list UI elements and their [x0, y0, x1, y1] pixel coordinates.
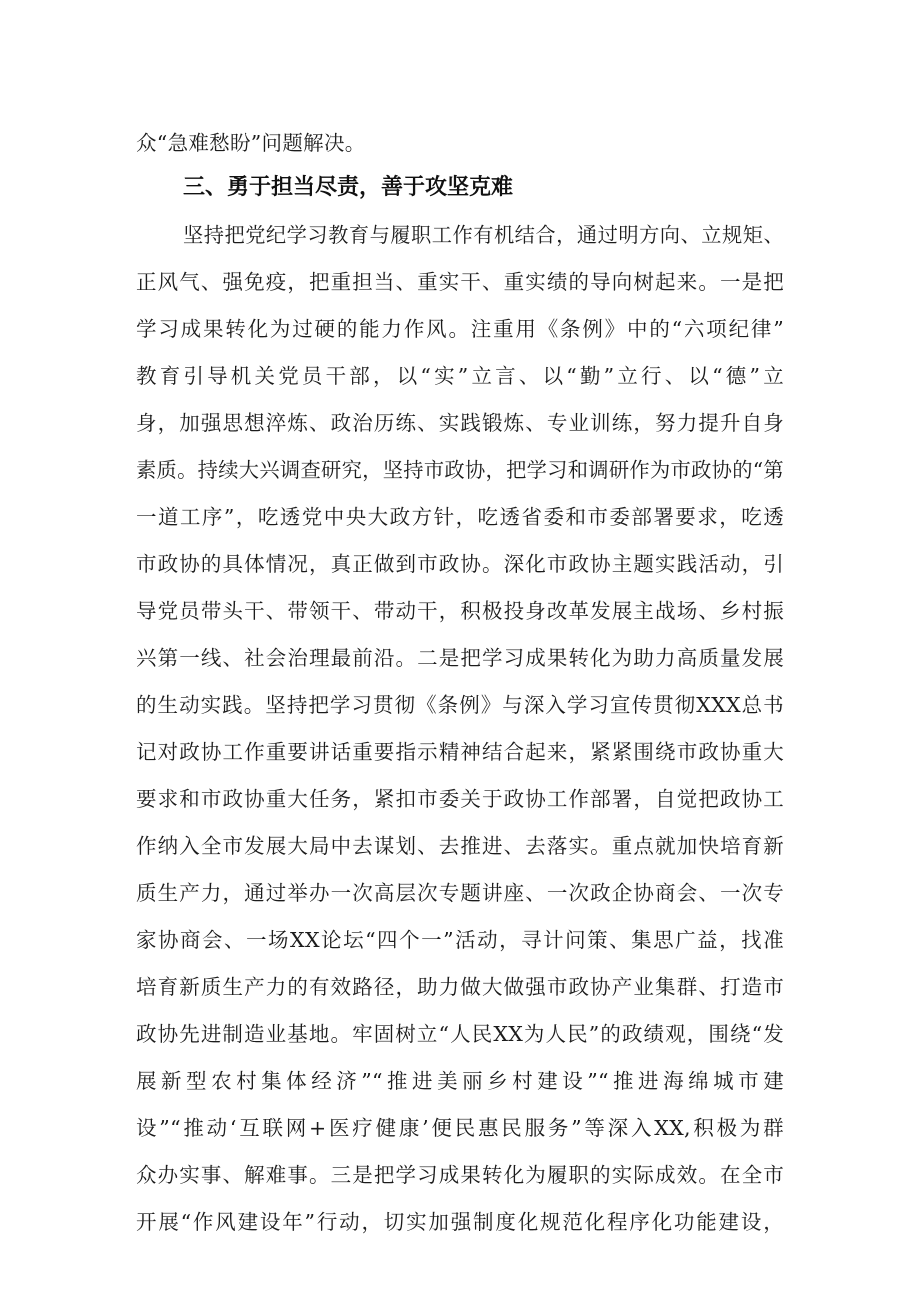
- paragraph-line-1: 坚持把党纪学习教育与履职工作有机结合，通过明方向、立规矩、: [183, 223, 784, 247]
- paragraph-line-14: 作纳入全市发展大局中去谋划、去推进、去落实。重点就加快培育新: [136, 834, 784, 858]
- paragraph-line-16: 家协商会、一场XX论坛“四个一”活动，寻计问策、集思广益，找准: [136, 928, 784, 952]
- paragraph-line-11: 的生动实践。坚持把学习贯彻《条例》与深入学习宣传贯彻XXX总书: [136, 693, 784, 717]
- paragraph-line-5: 身，加强思想淬炼、政治历练、实践锻炼、专业训练，努力提升自身: [136, 411, 784, 435]
- paragraph-line-6: 素质。持续大兴调查研究，坚持市政协，把学习和调研作为市政协的“第: [136, 458, 784, 482]
- text-line-continuation: 众“急难愁盼”问题解决。: [136, 131, 366, 155]
- paragraph-line-4: 教育引导机关党员干部，以“实”立言、以“勤”立行、以“德”立: [136, 364, 784, 388]
- paragraph-line-20: 设”“推动‘互联网+医疗健康’便民惠民服务”等深入XX,积极为群: [136, 1116, 784, 1140]
- paragraph-line-15: 质生产力，通过举办一次高层次专题讲座、一次政企协商会、一次专: [136, 881, 784, 905]
- paragraph-line-10: 兴第一线、社会治理最前沿。二是把学习成果转化为助力高质量发展: [136, 646, 784, 670]
- paragraph-line-9: 导党员带头干、带领干、带动干，积极投身改革发展主战场、乡村振: [136, 599, 784, 623]
- paragraph-line-19: 展新型农村集体经济”“推进美丽乡村建设”“推进海绵城市建: [136, 1069, 784, 1093]
- paragraph-line-22: 开展“作风建设年”行动，切实加强制度化规范化程序化功能建设，: [136, 1210, 784, 1234]
- paragraph-line-3: 学习成果转化为过硬的能力作风。注重用《条例》中的“六项纪律”: [136, 317, 784, 341]
- paragraph-line-2: 正风气、强免疫，把重担当、重实干、重实绩的导向树起来。一是把: [136, 270, 784, 294]
- paragraph-line-8: 市政协的具体情况，真正做到市政协。深化市政协主题实践活动，引: [136, 552, 784, 576]
- paragraph-line-13: 要求和市政协重大任务，紧扣市委关于政协工作部署，自觉把政协工: [136, 787, 784, 811]
- paragraph-line-17: 培育新质生产力的有效路径，助力做大做强市政协产业集群、打造市: [136, 975, 784, 999]
- paragraph-line-21: 众办实事、解难事。三是把学习成果转化为履职的实际成效。在全市: [136, 1163, 784, 1187]
- paragraph-line-18: 政协先进制造业基地。牢固树立“人民XX为人民”的政绩观，围绕“发: [136, 1022, 784, 1046]
- paragraph-line-12: 记对政协工作重要讲话重要指示精神结合起来，紧紧围绕市政协重大: [136, 740, 784, 764]
- section-heading: 三、勇于担当尽责，善于攻坚克难: [183, 175, 514, 200]
- paragraph-line-7: 一道工序”，吃透党中央大政方针，吃透省委和市委部署要求，吃透: [136, 505, 784, 529]
